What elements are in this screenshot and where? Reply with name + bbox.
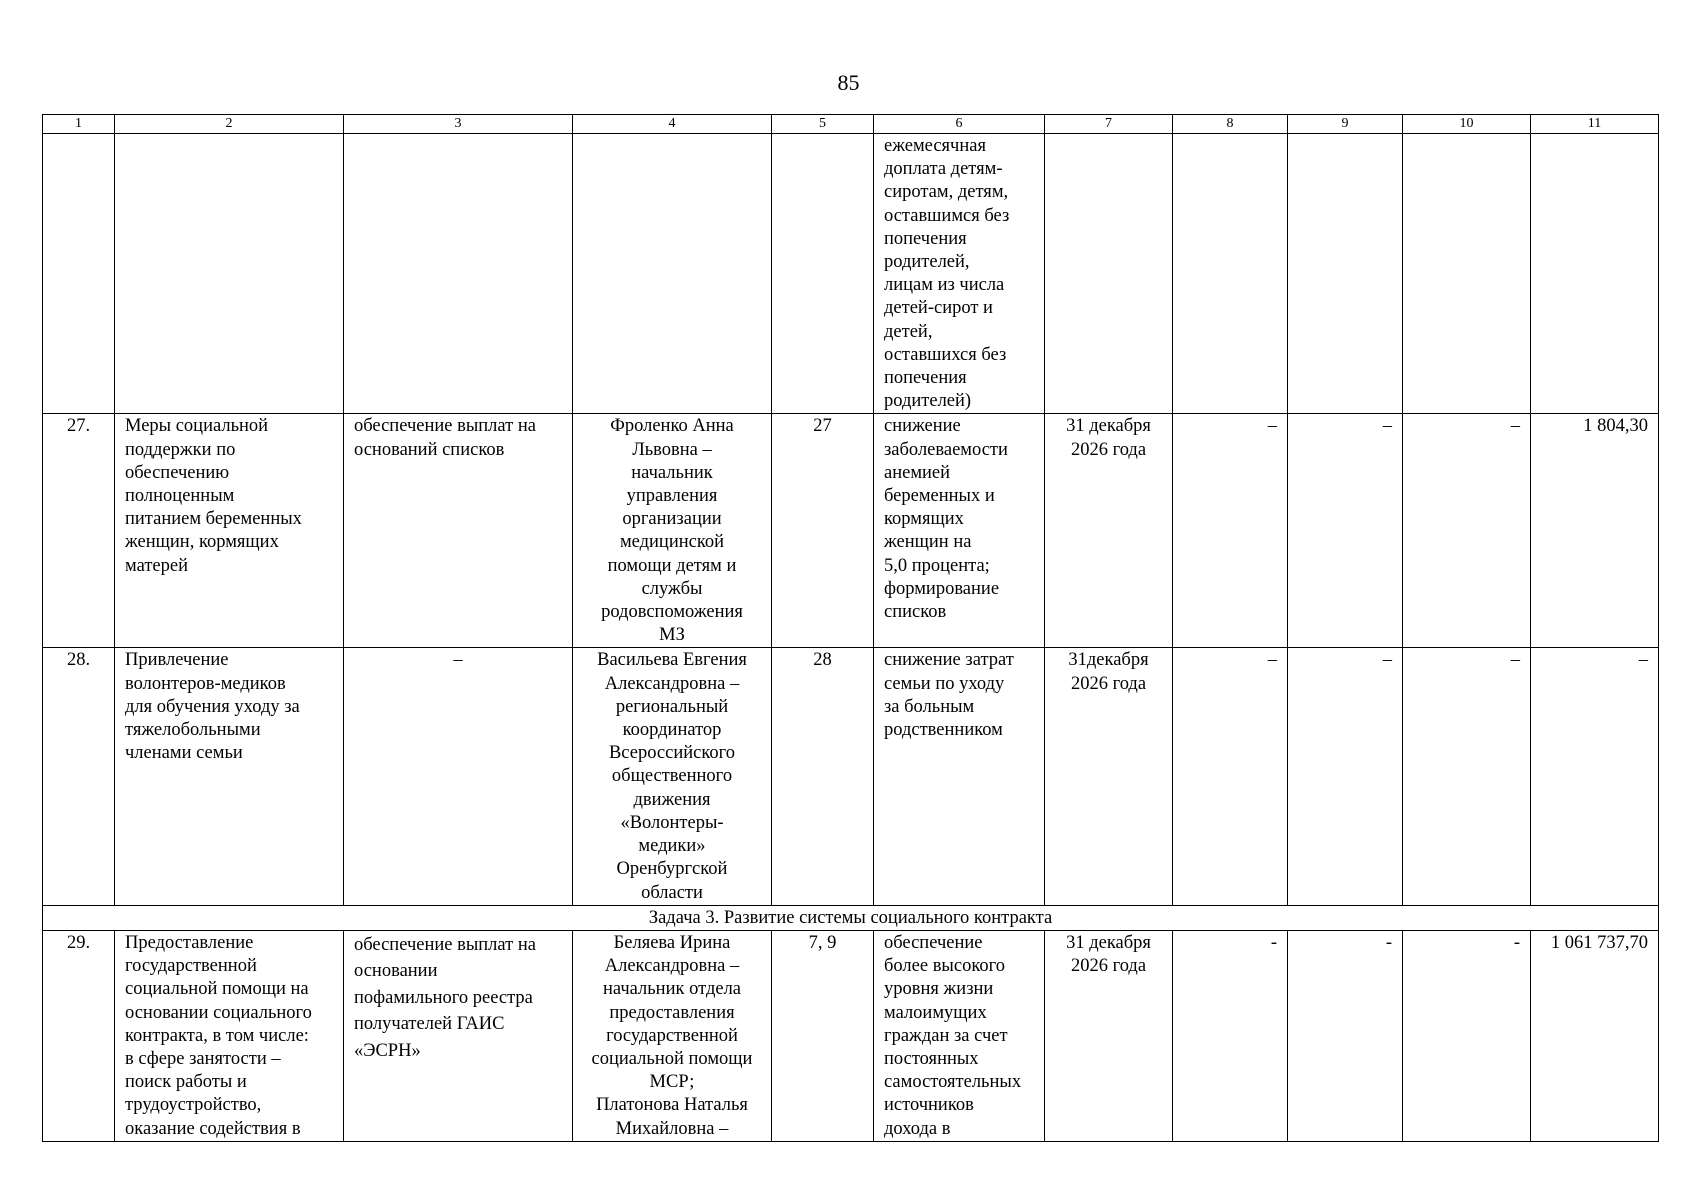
measure-cell (115, 134, 344, 414)
amount-cell (1531, 134, 1659, 414)
column-number: 10 (1403, 115, 1531, 134)
mechanism-cell: обеспечение выплат на основании пофамильного реестра получателей ГАИС «ЭСРН» (344, 930, 573, 1141)
amount-cell: 1 061 737,70 (1531, 930, 1659, 1141)
column-number: 1 (43, 115, 115, 134)
page-number: 85 (837, 70, 860, 95)
amount-cell: – (1403, 414, 1531, 648)
amount-cell: - (1173, 930, 1288, 1141)
indicator-cell (772, 134, 874, 414)
result-cell: снижение затрат семьи по уходу за больным родственником (874, 648, 1045, 905)
table-row (43, 648, 1659, 905)
measure-cell: Привлечение волонтеров-медиков для обучения уходу за тяжелобольными членами семьи (115, 648, 344, 905)
indicator-cell: 28 (772, 648, 874, 905)
column-number: 2 (115, 115, 344, 134)
measure-cell: Меры социальной поддержки по обеспечению полноценным питанием беременных женщин, кормящих матерей (115, 414, 344, 648)
result-cell: снижение заболеваемости анемией беременных и кормящих женщин на 5,0 процента; формирование списков (874, 414, 1045, 648)
table-row (43, 134, 1659, 414)
responsible-cell: Васильева Евгения Александровна – региональный координатор Всероссийского общественного движения «Волонтеры- медики» Оренбургской области (573, 648, 772, 905)
amount-cell (1288, 134, 1403, 414)
deadline-cell (1045, 134, 1173, 414)
amount-cell: - (1288, 930, 1403, 1141)
mechanism-cell: – (344, 648, 573, 905)
column-number: 7 (1045, 115, 1173, 134)
row-number: 28. (43, 648, 115, 905)
indicator-cell: 27 (772, 414, 874, 648)
result-cell: обеспечение более высокого уровня жизни малоимущих граждан за счет постоянных самостоятельных источников дохода в (874, 930, 1045, 1141)
amount-cell: 1 804,30 (1531, 414, 1659, 648)
row-number: 29. (43, 930, 115, 1141)
responsible-cell: Фроленко Анна Львовна – начальник управления организации медицинской помощи детям и службы родовспоможения МЗ (573, 414, 772, 648)
column-number: 3 (344, 115, 573, 134)
column-number: 9 (1288, 115, 1403, 134)
column-number: 5 (772, 115, 874, 134)
amount-cell (1403, 134, 1531, 414)
amount-cell: – (1173, 648, 1288, 905)
amount-cell: – (1173, 414, 1288, 648)
responsible-cell (573, 134, 772, 414)
deadline-cell: 31 декабря 2026 года (1045, 414, 1173, 648)
table-row (43, 930, 1659, 1141)
deadline-cell: 31 декабря 2026 года (1045, 930, 1173, 1141)
amount-cell: – (1288, 648, 1403, 905)
column-number: 6 (874, 115, 1045, 134)
row-number (43, 134, 115, 414)
amount-cell: – (1531, 648, 1659, 905)
amount-cell (1173, 134, 1288, 414)
result-cell: ежемесячная доплата детям- сиротам, детям, оставшимся без попечения родителей, лицам из числа детей-сирот и детей, оставшихся без попечения родителей) (874, 134, 1045, 414)
measures-table (42, 114, 1659, 1142)
table-row (43, 414, 1659, 648)
task-heading: Задача 3. Развитие системы социального контракта (43, 905, 1659, 930)
column-number: 11 (1531, 115, 1659, 134)
column-number: 4 (573, 115, 772, 134)
column-number-row (43, 115, 1659, 134)
measure-cell: Предоставление государственной социальной помощи на основании социального контракта, в том числе: в сфере занятости – поиск работы и трудоустройство, оказание содействия в (115, 930, 344, 1141)
amount-cell: - (1403, 930, 1531, 1141)
indicator-cell: 7, 9 (772, 930, 874, 1141)
task-heading-row (43, 905, 1659, 930)
amount-cell: – (1288, 414, 1403, 648)
amount-cell: – (1403, 648, 1531, 905)
column-number: 8 (1173, 115, 1288, 134)
mechanism-cell: обеспечение выплат на оснований списков (344, 414, 573, 648)
deadline-cell: 31декабря 2026 года (1045, 648, 1173, 905)
mechanism-cell (344, 134, 573, 414)
responsible-cell: Беляева Ирина Александровна – начальник отдела предоставления государственной социальной помощи МСР; Платонова Наталья Михайловна – (573, 930, 772, 1141)
row-number: 27. (43, 414, 115, 648)
